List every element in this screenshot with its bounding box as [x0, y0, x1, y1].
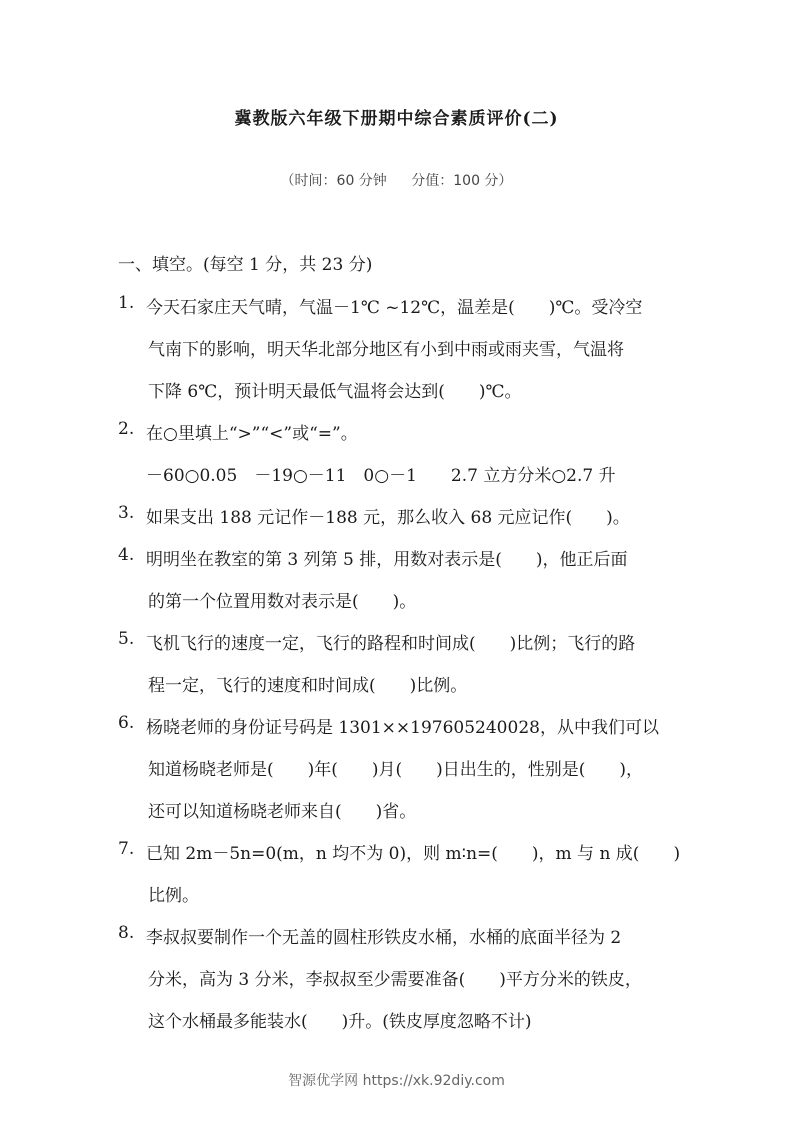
page-title: 冀教版六年级下册期中综合素质评价(二): [234, 109, 559, 129]
question-number: 3.: [118, 503, 135, 523]
question-line: 飞机飞行的速度一定，飞行的路程和时间成( )比例；飞行的路: [146, 634, 636, 654]
question-line: 这个水桶最多能装水( )升。(铁皮厚度忽略不计): [148, 1012, 532, 1032]
exam-time: （时间：60 分钟: [280, 173, 387, 189]
question-line: 已知 2m－5n=0(m，n 均不为 0)，则 m∶n=( )，m 与 n 成( ): [146, 844, 681, 864]
footer-watermark: 智源优学网 https://xk.92diy.com: [288, 1073, 505, 1089]
question-line: 在○里填上“>”“<”或“=”。: [146, 424, 358, 444]
question-line: 下降 6℃，预计明天最低气温将会达到( )℃。: [148, 382, 522, 402]
question-number: 6.: [118, 713, 135, 733]
question-line: 还可以知道杨晓老师来自( )省。: [148, 802, 417, 822]
question-line: 今天石家庄天气晴，气温－1℃ ~12℃，温差是( )℃。受冷空: [146, 298, 643, 318]
question-number: 5.: [118, 629, 135, 649]
question-number: 4.: [118, 545, 135, 565]
question-line: 分米，高为 3 分米，李叔叔至少需要准备( )平方分米的铁皮，: [148, 970, 642, 990]
question-line: 如果支出 188 元记作－188 元，那么收入 68 元应记作( )。: [146, 508, 630, 528]
question-number: 1.: [118, 293, 135, 313]
exam-score: 分值：100 分）: [411, 173, 513, 189]
question-line: －60○0.05 －19○－11 0○－1 2.7 立方分米○2.7 升: [146, 466, 616, 486]
section-heading: 一、填空。(每空 1 分，共 23 分): [118, 255, 373, 275]
question-number: 7.: [118, 839, 135, 859]
question-number: 2.: [118, 419, 135, 439]
question-line: 杨晓老师的身份证号码是 1301××197605240028，从中我们可以: [146, 718, 659, 738]
question-line: 知道杨晓老师是( )年( )月( )日出生的，性别是( )，: [148, 760, 644, 780]
question-line: 比例。: [148, 886, 199, 906]
question-line: 的第一个位置用数对表示是( )。: [148, 592, 417, 612]
question-line: 明明坐在教室的第 3 列第 5 排，用数对表示是( )，他正后面: [146, 550, 628, 570]
exam-meta: [0, 170, 793, 190]
question-line: 程一定，飞行的速度和时间成( )比例。: [148, 676, 468, 696]
question-line: 李叔叔要制作一个无盖的圆柱形铁皮水桶，水桶的底面半径为 2: [146, 928, 622, 948]
question-line: 气南下的影响，明天华北部分地区有小到中雨或雨夹雪，气温将: [148, 340, 624, 360]
question-number: 8.: [118, 923, 135, 943]
